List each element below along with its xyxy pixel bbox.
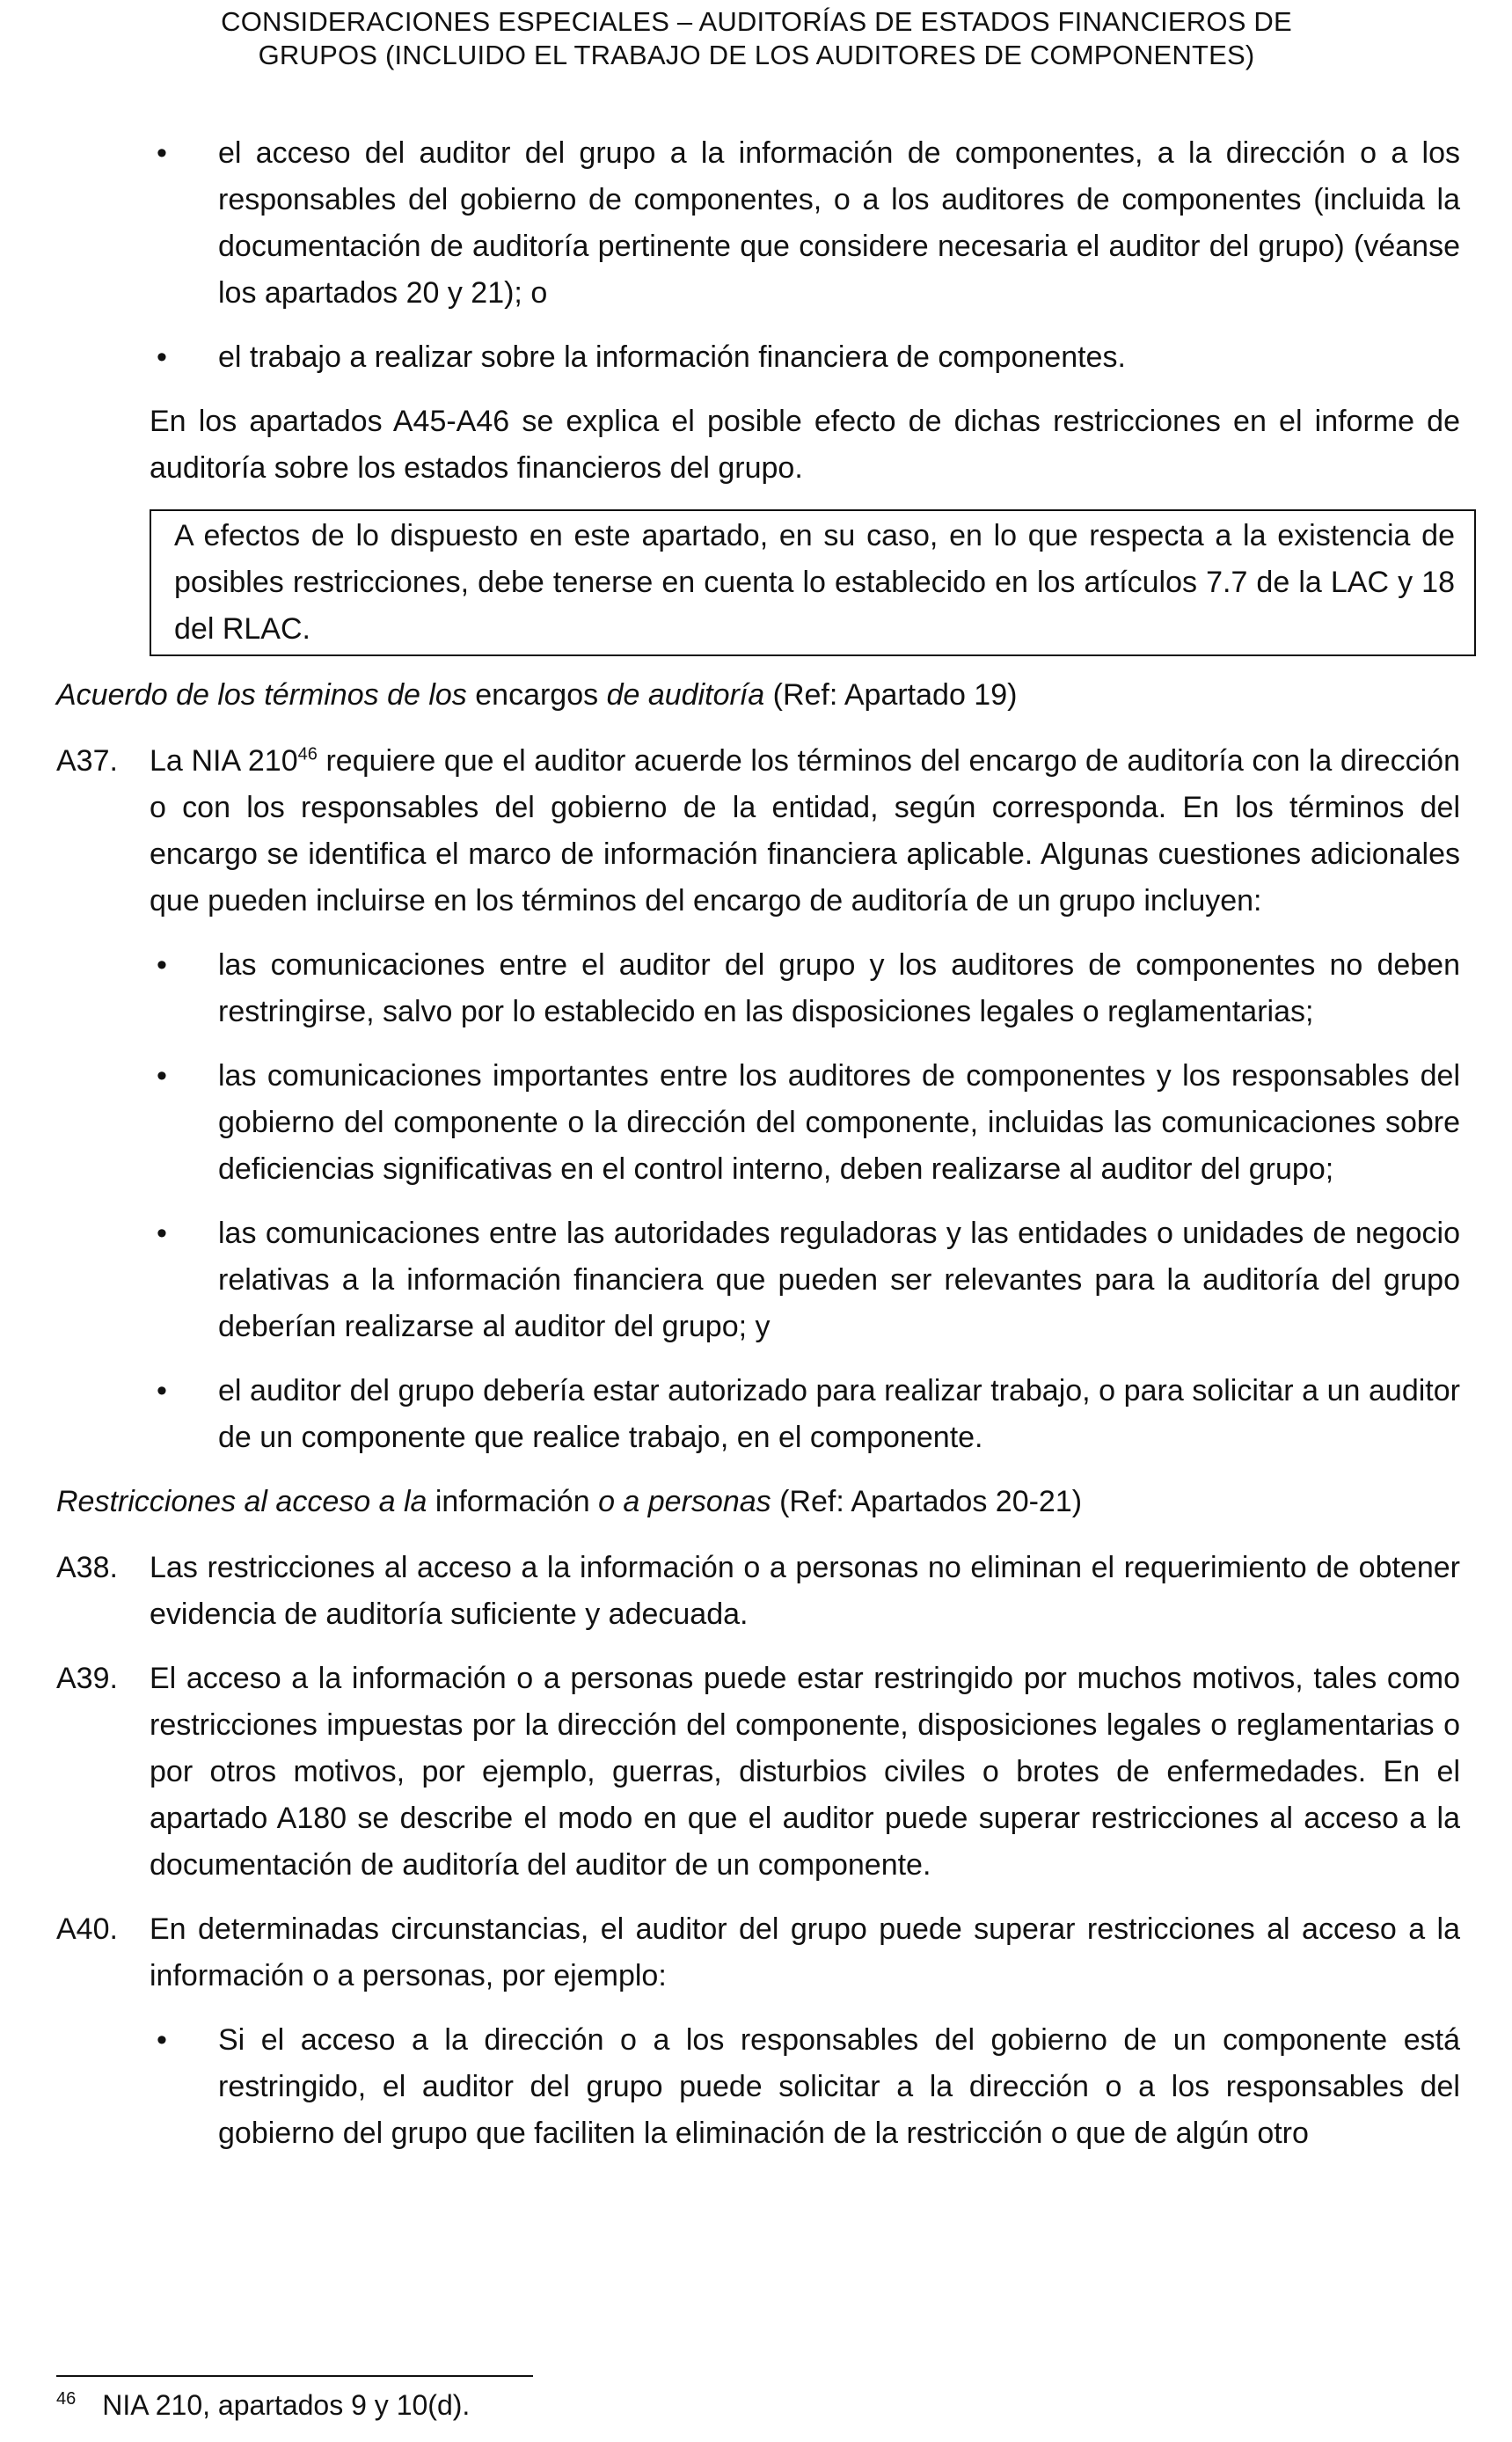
paragraph-text: Las restricciones al acceso a la información o a personas no eliminan el requerimiento de obtener evidencia de auditoría suficiente y adecuada. xyxy=(150,1551,1460,1631)
a40-bullet-list xyxy=(56,2017,1460,2157)
boxed-note xyxy=(150,509,1476,656)
paragraph-text: En determinadas circunstancias, el auditor del grupo puede superar restricciones al acceso a la información o a personas, por ejemplo: xyxy=(150,1912,1460,1992)
bullet-icon: • xyxy=(157,1374,167,1407)
footnote-divider xyxy=(56,2375,533,2377)
paragraph-a40 xyxy=(56,1906,1460,2000)
footnote-text: NIA 210, apartados 9 y 10(d). xyxy=(102,2389,471,2421)
list-item xyxy=(56,130,1460,317)
header-line-2: GRUPOS (INCLUIDO EL TRABAJO DE LOS AUDITORES DE COMPONENTES) xyxy=(258,40,1255,70)
section-heading-terms xyxy=(56,672,1460,719)
footnote xyxy=(56,2387,470,2423)
paragraph-number: A39. xyxy=(56,1662,118,1695)
bullet-icon: • xyxy=(157,948,167,982)
list-item xyxy=(56,334,1460,381)
list-item-text: las comunicaciones entre el auditor del grupo y los auditores de componentes no deben restringirse, salvo por lo establecido en las disposiciones legales o reglamentarias; xyxy=(218,948,1460,1028)
paragraph-a39 xyxy=(56,1656,1460,1889)
boxed-note-text: A efectos de lo dispuesto en este apartado, en su caso, en lo que respecta a la existencia de posibles restricciones, debe tenerse en cuenta lo establecido en los artículos 7.7 de la LAC y 18 del RLAC. xyxy=(174,519,1455,646)
list-item-text: las comunicaciones importantes entre los auditores de componentes y los responsables del gobierno del componente o la dirección del componente, incluidas las comunicaciones sobre deficiencias significativas en el control interno, deben realizarse al auditor del grupo; xyxy=(218,1059,1460,1186)
heading-normal-part: encargos xyxy=(466,678,607,712)
header-line-1: CONSIDERACIONES ESPECIALES – AUDITORÍAS DE ESTADOS FINANCIEROS DE xyxy=(221,6,1292,37)
footnote-reference[interactable]: 46 xyxy=(297,744,318,764)
heading-italic-part: Acuerdo de los términos de los xyxy=(56,678,467,712)
heading-normal-part: información xyxy=(427,1485,599,1518)
list-item-text: el acceso del auditor del grupo a la información de componentes, a la dirección o a los responsables del gobierno de componentes, o a los auditores de componentes (incluida la documentación de auditoría pertinente que considere necesaria el auditor del grupo) (véanse los apartados 20 y 21); o xyxy=(218,136,1460,310)
bullet-icon: • xyxy=(157,136,167,170)
top-bullet-list xyxy=(56,130,1460,381)
a37-bullet-list xyxy=(56,942,1460,1461)
paragraph-number: A37. xyxy=(56,744,118,778)
footnote-number: 46 xyxy=(56,2389,77,2409)
paragraph-a37 xyxy=(56,738,1460,925)
bullet-icon: • xyxy=(157,1217,167,1250)
paragraph-a38 xyxy=(56,1545,1460,1638)
bullet-icon: • xyxy=(157,2023,167,2057)
intro-paragraph: En los apartados A45-A46 se explica el posible efecto de dichas restricciones en el informe de auditoría sobre los estados financieros del grupo. xyxy=(150,405,1460,485)
paragraph-text: La NIA 210 xyxy=(150,744,298,778)
section-heading-restrictions xyxy=(56,1479,1460,1525)
list-item xyxy=(56,2017,1460,2157)
heading-italic-part: Restricciones al acceso a la xyxy=(56,1485,427,1518)
list-item-text: el trabajo a realizar sobre la información financiera de componentes. xyxy=(218,340,1126,374)
paragraph-number: A40. xyxy=(56,1912,118,1946)
heading-italic-part: o a personas xyxy=(598,1485,771,1518)
document-body xyxy=(56,130,1460,2175)
paragraph-text: requiere que el auditor acuerde los términos del encargo de auditoría con la dirección o con los responsables del gobierno de la entidad, según corresponda. En los términos del encargo se identifica el marco de información financiera aplicable. Algunas cuestiones adicionales que pueden incluirse en los términos del encargo de auditoría de un grupo incluyen: xyxy=(150,744,1460,918)
bullet-icon: • xyxy=(157,340,167,374)
heading-italic-part: de auditoría xyxy=(606,678,765,712)
page-header xyxy=(176,5,1337,72)
paragraph-number: A38. xyxy=(56,1551,118,1584)
list-item-text: el auditor del grupo debería estar autorizado para realizar trabajo, o para solicitar a un auditor de un componente que realice trabajo, en el componente. xyxy=(218,1374,1460,1454)
heading-ref: (Ref: Apartados 20-21) xyxy=(771,1485,1083,1518)
list-item-text: Si el acceso a la dirección o a los responsables del gobierno de un componente está restringido, el auditor del grupo puede solicitar a la dirección o a los responsables del gobierno del grupo que faciliten la eliminación de la restricción o que de algún otro xyxy=(218,2023,1460,2150)
bullet-icon: • xyxy=(157,1059,167,1093)
list-item xyxy=(56,1368,1460,1461)
list-item xyxy=(56,1210,1460,1350)
list-item-text: las comunicaciones entre las autoridades reguladoras y las entidades o unidades de negocio relativas a la información financiera que pueden ser relevantes para la auditoría del grupo deberían realizarse al auditor del grupo; y xyxy=(218,1217,1460,1343)
heading-ref: (Ref: Apartado 19) xyxy=(764,678,1018,712)
list-item xyxy=(56,942,1460,1035)
list-item xyxy=(56,1053,1460,1193)
paragraph-text: El acceso a la información o a personas puede estar restringido por muchos motivos, tales como restricciones impuestas por la dirección del componente, disposiciones legales o reglamentarias o por otros motivos, por ejemplo, guerras, disturbios civiles o brotes de enfermedades. En el apartado A180 se describe el modo en que el auditor puede superar restricciones al acceso a la documentación de auditoría del auditor de un componente. xyxy=(150,1662,1460,1882)
